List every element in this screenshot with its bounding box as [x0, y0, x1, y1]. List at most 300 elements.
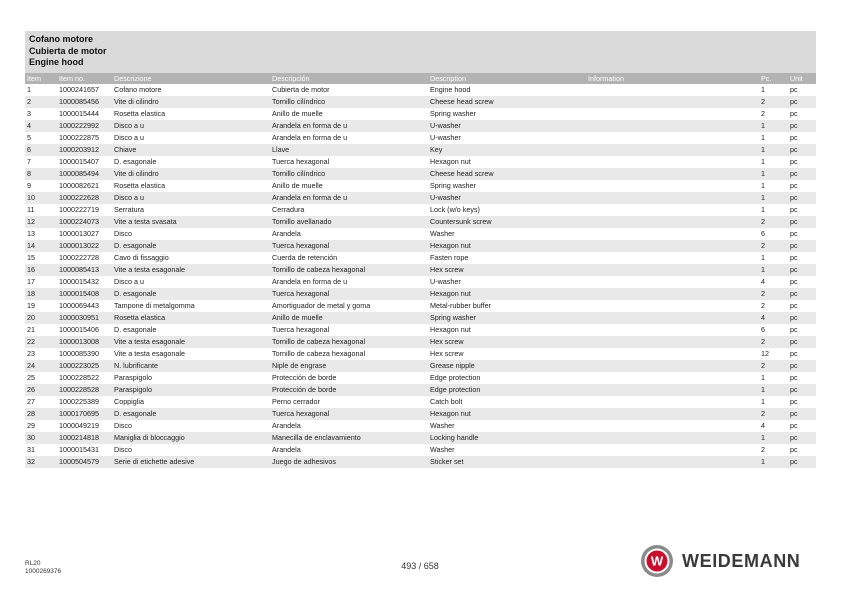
cell-item-no: 1000030951 [57, 312, 112, 324]
table-row [25, 132, 816, 144]
cell-item: 7 [27, 157, 31, 166]
cell-descrizione: D. esagonale [112, 288, 270, 300]
cell-descripcion: Tuerca hexagonal [272, 157, 330, 166]
cell-item-no: 1000013008 [57, 336, 112, 348]
cell-item-no: 1000203912 [57, 144, 112, 156]
title-italian: Cofano motore [29, 34, 93, 44]
cell-descripcion: Perno cerrador [272, 397, 320, 406]
cell-description: Sticker set [428, 456, 586, 468]
cell-description: Hexagon nut [428, 288, 586, 300]
col-header-unit: Unit [788, 73, 816, 84]
table-row [25, 120, 816, 132]
cell-item: 22 [25, 336, 57, 348]
cell-information [586, 180, 759, 192]
cell-description: U-washer [428, 120, 586, 132]
cell-pc: 2 [761, 301, 765, 310]
cell-description: Washer [430, 421, 455, 430]
logo-letter: W [650, 553, 664, 569]
cell-information [586, 324, 759, 336]
cell-pc: 2 [759, 216, 788, 228]
cell-unit: pc [790, 181, 798, 190]
cell-description: Catch bolt [430, 397, 463, 406]
cell-pc: 1 [759, 192, 788, 204]
cell-unit: pc [788, 408, 816, 420]
cell-information [586, 168, 759, 180]
table-row [25, 312, 816, 324]
cell-information [586, 456, 759, 468]
cell-item-no: 1000241657 [59, 85, 99, 94]
cell-item-no: 1000228528 [57, 384, 112, 396]
cell-descrizione: Cofano motore [114, 85, 162, 94]
cell-item: 19 [27, 301, 35, 310]
cell-pc: 1 [761, 373, 765, 382]
cell-descripcion: Cubierta de motor [272, 85, 330, 94]
table-row [25, 108, 816, 120]
cell-unit: pc [788, 312, 816, 324]
cell-item-no: 1000085494 [57, 168, 112, 180]
cell-pc: 1 [759, 168, 788, 180]
cell-unit: pc [788, 240, 816, 252]
table-row [25, 456, 816, 468]
title-english: Engine hood [29, 57, 84, 67]
cell-descrizione: Vite di cilindro [112, 168, 270, 180]
table-row [25, 348, 816, 360]
cell-item-no: 1000222992 [57, 120, 112, 132]
cell-item: 1 [27, 85, 31, 94]
cell-information [586, 264, 759, 276]
cell-information [586, 420, 759, 432]
cell-pc: 1 [759, 120, 788, 132]
table-row [25, 192, 816, 204]
cell-descripcion: Niple de engrase [270, 360, 428, 372]
col-header-item-no: Item no. [57, 73, 112, 84]
cell-unit: pc [790, 157, 798, 166]
cell-description: Washer [430, 229, 455, 238]
cell-unit: pc [788, 120, 816, 132]
cell-description: Lock (w/o keys) [430, 205, 480, 214]
cell-item-no: 1000214818 [57, 432, 112, 444]
cell-information [586, 396, 759, 408]
cell-descripcion: Tornillo de cabeza hexagonal [270, 336, 428, 348]
cell-descripcion: Tornillo de cabeza hexagonal [272, 349, 366, 358]
cell-descrizione: D. esagonale [112, 408, 270, 420]
cell-pc: 1 [759, 264, 788, 276]
cell-descrizione: Disco a u [112, 192, 270, 204]
cell-descrizione: Vite a testa svasata [112, 216, 270, 228]
cell-descrizione: Maniglia di bloccaggio [112, 432, 270, 444]
cell-unit: pc [788, 192, 816, 204]
cell-item: 12 [25, 216, 57, 228]
cell-unit: pc [790, 445, 798, 454]
cell-description: Engine hood [430, 85, 471, 94]
cell-pc: 1 [761, 397, 765, 406]
cell-unit: pc [790, 205, 798, 214]
cell-information [586, 288, 759, 300]
cell-item: 6 [25, 144, 57, 156]
cell-item-no: 1000015431 [59, 445, 99, 454]
cell-unit: pc [790, 229, 798, 238]
cell-description: Locking handle [428, 432, 586, 444]
cell-item: 4 [25, 120, 57, 132]
cell-pc: 1 [759, 144, 788, 156]
cell-unit: pc [788, 144, 816, 156]
table-row [25, 216, 816, 228]
cell-descripcion: Tuerca hexagonal [270, 288, 428, 300]
cell-item: 25 [27, 373, 35, 382]
cell-item: 32 [25, 456, 57, 468]
cell-unit: pc [790, 133, 798, 142]
cell-item-no: 1000504579 [57, 456, 112, 468]
cell-descrizione: Disco a u [114, 133, 144, 142]
cell-unit: pc [790, 397, 798, 406]
cell-unit: pc [788, 264, 816, 276]
cell-pc: 6 [761, 325, 765, 334]
footer-doc-number: 1000269376 [25, 568, 62, 575]
parts-table-body [25, 84, 816, 468]
cell-item: 31 [27, 445, 35, 454]
cell-item-no: 1000085456 [57, 96, 112, 108]
cell-descrizione: Cavo di fissaggio [114, 253, 169, 262]
cell-pc: 1 [759, 456, 788, 468]
cell-description: U-washer [430, 277, 461, 286]
cell-descripcion: Arandela en forma de u [270, 192, 428, 204]
cell-information [586, 96, 759, 108]
cell-unit: pc [788, 336, 816, 348]
cell-item-no: 1000225389 [59, 397, 99, 406]
cell-unit: pc [788, 360, 816, 372]
cell-item-no: 1000013022 [57, 240, 112, 252]
cell-description: Edge protection [430, 373, 481, 382]
brand-name: WEIDEMANN [682, 551, 801, 571]
weidemann-logo [640, 544, 816, 578]
cell-description: Spring washer [428, 312, 586, 324]
col-header-item: Item [25, 73, 57, 84]
section-title-box [25, 31, 816, 73]
cell-information [586, 228, 759, 240]
cell-descripcion: Anillo de muelle [270, 312, 428, 324]
cell-description: Hex screw [428, 336, 586, 348]
cell-item-no: 1000015406 [59, 325, 99, 334]
cell-item-no: 1000170695 [57, 408, 112, 420]
cell-item: 11 [27, 205, 35, 214]
cell-information [586, 144, 759, 156]
parts-table [25, 73, 816, 468]
cell-item: 15 [27, 253, 35, 262]
cell-information [586, 336, 759, 348]
cell-unit: pc [788, 216, 816, 228]
footer-model: RL20 [25, 560, 41, 567]
cell-descrizione: Serie di etichette adesive [112, 456, 270, 468]
cell-descripcion: Amortiguador de metal y goma [272, 301, 371, 310]
cell-descripcion: Anillo de muelle [272, 109, 323, 118]
cell-information [586, 432, 759, 444]
cell-item: 8 [25, 168, 57, 180]
cell-descrizione: Disco [114, 445, 132, 454]
cell-pc: 4 [759, 312, 788, 324]
cell-description: Countersunk screw [428, 216, 586, 228]
cell-unit: pc [788, 432, 816, 444]
col-header-pc: Pc. [759, 73, 788, 84]
table-row [25, 408, 816, 420]
table-row [25, 300, 816, 312]
table-row [25, 180, 816, 192]
cell-information [586, 372, 759, 384]
cell-item-no: 1000013027 [59, 229, 99, 238]
cell-item: 28 [25, 408, 57, 420]
cell-item-no: 1000085390 [59, 349, 99, 358]
cell-pc: 2 [761, 445, 765, 454]
cell-pc: 1 [759, 432, 788, 444]
cell-information [586, 132, 759, 144]
cell-descrizione: Serratura [114, 205, 144, 214]
cell-item-no: 1000222719 [59, 205, 99, 214]
table-row [25, 324, 816, 336]
cell-information [586, 120, 759, 132]
cell-descripcion: Arandela [272, 229, 301, 238]
cell-descrizione: D. esagonale [114, 325, 157, 334]
cell-description: Hex screw [430, 349, 464, 358]
cell-pc: 2 [759, 336, 788, 348]
cell-pc: 1 [759, 384, 788, 396]
cell-descripcion: Arandela en forma de u [272, 133, 348, 142]
table-row [25, 276, 816, 288]
cell-pc: 4 [761, 421, 765, 430]
cell-item: 17 [27, 277, 35, 286]
cell-item-no: 1000049219 [59, 421, 99, 430]
cell-descripcion: Protección de borde [270, 384, 428, 396]
cell-unit: pc [790, 301, 798, 310]
cell-description: Spring washer [430, 109, 476, 118]
cell-information [586, 84, 759, 96]
cell-descrizione: D. esagonale [112, 240, 270, 252]
cell-information [586, 300, 759, 312]
cell-descrizione: Rosetta elastica [114, 109, 166, 118]
cell-descripcion: Cuerda de retención [272, 253, 338, 262]
table-row [25, 168, 816, 180]
cell-information [586, 216, 759, 228]
cell-item: 20 [25, 312, 57, 324]
cell-information [586, 312, 759, 324]
cell-item-no: 1000222628 [57, 192, 112, 204]
cell-item: 14 [25, 240, 57, 252]
cell-description: Cheese head screw [428, 168, 586, 180]
cell-item: 26 [25, 384, 57, 396]
table-row [25, 420, 816, 432]
cell-descripcion: Arandela [272, 421, 301, 430]
cell-description: Hexagon nut [430, 157, 471, 166]
cell-unit: pc [788, 168, 816, 180]
cell-item: 3 [27, 109, 31, 118]
cell-information [586, 348, 759, 360]
cell-descrizione: Disco a u [114, 277, 144, 286]
cell-description: U-washer [430, 133, 461, 142]
cell-unit: pc [790, 373, 798, 382]
cell-item-no: 1000222875 [59, 133, 99, 142]
cell-unit: pc [790, 277, 798, 286]
cell-item: 27 [27, 397, 35, 406]
cell-descrizione: Coppiglia [114, 397, 144, 406]
cell-descrizione: Tampone di metalgomma [114, 301, 195, 310]
cell-descripcion: Manecilla de enclavamiento [270, 432, 428, 444]
cell-information [586, 192, 759, 204]
cell-unit: pc [790, 349, 798, 358]
cell-item: 23 [27, 349, 35, 358]
cell-item: 21 [27, 325, 35, 334]
cell-descrizione: Vite di cilindro [112, 96, 270, 108]
cell-unit: pc [790, 109, 798, 118]
table-row [25, 84, 816, 96]
cell-item: 13 [27, 229, 35, 238]
cell-descripcion: Tornillo avellanado [270, 216, 428, 228]
cell-description: Hexagon nut [428, 408, 586, 420]
cell-description: Edge protection [428, 384, 586, 396]
table-row [25, 336, 816, 348]
cell-pc: 1 [761, 157, 765, 166]
table-row [25, 372, 816, 384]
col-header-descripcion: Descripción [270, 73, 428, 84]
cell-information [586, 276, 759, 288]
cell-descrizione: Paraspigolo [112, 384, 270, 396]
footer-doc-info [25, 560, 61, 576]
cell-descripcion: Arandela [272, 445, 301, 454]
cell-pc: 12 [761, 349, 769, 358]
cell-information [586, 252, 759, 264]
cell-descrizione: Rosetta elastica [114, 181, 166, 190]
cell-description: Cheese head screw [428, 96, 586, 108]
cell-descripcion: Protección de borde [272, 373, 337, 382]
cell-description: Key [428, 144, 586, 156]
cell-unit: pc [788, 456, 816, 468]
cell-pc: 1 [761, 205, 765, 214]
cell-pc: 1 [761, 181, 765, 190]
cell-item: 16 [25, 264, 57, 276]
cell-unit: pc [790, 421, 798, 430]
cell-item-no: 1000069443 [59, 301, 99, 310]
cell-information [586, 360, 759, 372]
cell-descrizione: Disco a u [112, 120, 270, 132]
cell-item-no: 1000223025 [57, 360, 112, 372]
cell-unit: pc [790, 253, 798, 262]
weidemann-logo-icon [640, 544, 674, 578]
page-number: 493 / 658 [401, 561, 439, 571]
cell-information [586, 204, 759, 216]
cell-pc: 1 [761, 133, 765, 142]
cell-information [586, 156, 759, 168]
cell-item: 5 [27, 133, 31, 142]
cell-item: 10 [25, 192, 57, 204]
cell-item-no: 1000082621 [59, 181, 99, 190]
table-row [25, 264, 816, 276]
cell-descrizione: Vite a testa esagonale [112, 336, 270, 348]
cell-description: Hexagon nut [428, 240, 586, 252]
cell-descrizione: Disco [114, 229, 132, 238]
cell-item: 2 [25, 96, 57, 108]
cell-descripcion: Tornillo cilíndrico [270, 96, 428, 108]
table-row [25, 384, 816, 396]
cell-descrizione: Chiave [112, 144, 270, 156]
title-spanish: Cubierta de motor [29, 46, 107, 56]
cell-descrizione: N. lubrificante [112, 360, 270, 372]
cell-unit: pc [790, 85, 798, 94]
cell-information [586, 384, 759, 396]
cell-item: 30 [25, 432, 57, 444]
cell-descripcion: Arandela en forma de u [270, 120, 428, 132]
cell-descrizione: Disco [114, 421, 132, 430]
table-row [25, 96, 816, 108]
cell-descripcion: Anillo de muelle [272, 181, 323, 190]
cell-pc: 2 [761, 109, 765, 118]
cell-descripcion: Arandela en forma de u [272, 277, 348, 286]
col-header-description: Description [428, 73, 586, 84]
cell-unit: pc [788, 384, 816, 396]
cell-item-no: 1000015432 [59, 277, 99, 286]
cell-information [586, 444, 759, 456]
cell-pc: 2 [759, 240, 788, 252]
table-row [25, 444, 816, 456]
cell-item-no: 1000228522 [59, 373, 99, 382]
cell-descripcion: Juego de adhesivos [270, 456, 428, 468]
cell-descripcion: Tornillo cilíndrico [270, 168, 428, 180]
cell-item: 18 [25, 288, 57, 300]
col-header-information: Information [586, 73, 759, 84]
cell-pc: 2 [759, 96, 788, 108]
table-row [25, 432, 816, 444]
cell-item-no: 1000085413 [57, 264, 112, 276]
table-row [25, 396, 816, 408]
table-row [25, 228, 816, 240]
table-row [25, 144, 816, 156]
cell-descripcion: Tuerca hexagonal [270, 240, 428, 252]
cell-pc: 2 [759, 408, 788, 420]
cell-pc: 1 [761, 85, 765, 94]
cell-description: Grease nipple [428, 360, 586, 372]
table-row [25, 240, 816, 252]
table-row [25, 204, 816, 216]
cell-descrizione: Vite a testa esagonale [112, 264, 270, 276]
cell-descripcion: Tornillo de cabeza hexagonal [270, 264, 428, 276]
cell-item: 29 [27, 421, 35, 430]
table-row [25, 288, 816, 300]
cell-descripcion: Tuerca hexagonal [272, 325, 330, 334]
cell-item-no: 1000224073 [57, 216, 112, 228]
cell-item-no: 1000015407 [59, 157, 99, 166]
col-header-descrizione: Descrizione [112, 73, 270, 84]
table-row [25, 360, 816, 372]
cell-pc: 1 [761, 253, 765, 262]
cell-information [586, 108, 759, 120]
cell-description: Hexagon nut [430, 325, 471, 334]
cell-item: 9 [27, 181, 31, 190]
cell-description: Spring washer [430, 181, 476, 190]
cell-unit: pc [788, 96, 816, 108]
cell-descripcion: Tuerca hexagonal [270, 408, 428, 420]
cell-descripcion: Cerradura [272, 205, 305, 214]
cell-pc: 6 [761, 229, 765, 238]
cell-item-no: 1000222728 [59, 253, 99, 262]
cell-unit: pc [788, 288, 816, 300]
cell-item-no: 1000015444 [59, 109, 99, 118]
cell-descrizione: Paraspigolo [114, 373, 152, 382]
table-row [25, 156, 816, 168]
cell-description: Hex screw [428, 264, 586, 276]
cell-descrizione: Vite a testa esagonale [114, 349, 185, 358]
cell-item-no: 1000015408 [57, 288, 112, 300]
cell-descrizione: Rosetta elastica [112, 312, 270, 324]
cell-item: 24 [25, 360, 57, 372]
cell-pc: 2 [759, 360, 788, 372]
table-row [25, 252, 816, 264]
cell-descripcion: Llave [270, 144, 428, 156]
